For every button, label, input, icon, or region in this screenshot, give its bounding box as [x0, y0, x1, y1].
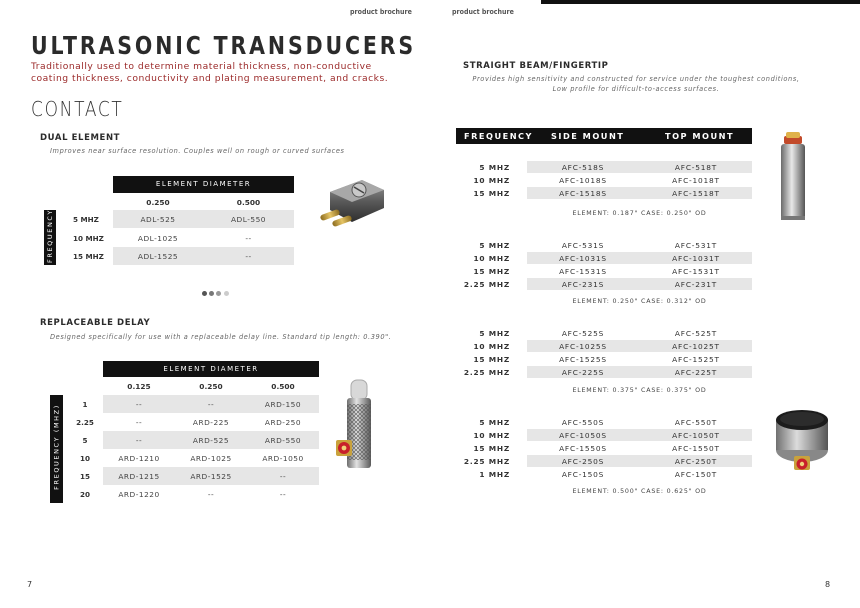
- dual-col-header: 0.500: [236, 198, 261, 207]
- side-mount-cell: AFC-150S: [561, 470, 605, 479]
- side-mount-cell: AFC-1050S: [559, 431, 607, 440]
- side-mount-cell: AFC-531S: [561, 241, 605, 250]
- side-mount-cell: AFC-1550S: [559, 444, 607, 453]
- delay-cell: ARD-525: [192, 436, 230, 445]
- top-mount-cell: AFC-1031T: [672, 254, 720, 263]
- spec-note: ELEMENT: 0.250" CASE: 0.312" OD: [572, 298, 707, 305]
- delay-col-header: 0.500: [271, 382, 295, 391]
- side-mount-cell: AFC-250S: [561, 457, 605, 466]
- replaceable-delay-description: Designed specifically for use with a replaceable delay line. Standard tip length: 0.390".: [50, 333, 392, 341]
- delay-cell: --: [207, 490, 215, 499]
- dual-cell: --: [245, 252, 252, 261]
- freq-label: 15 MHZ: [473, 355, 510, 364]
- col-header-frequency: FREQUENCY: [464, 131, 533, 141]
- delay-cell: ARD-1220: [118, 490, 160, 499]
- top-bar: [541, 0, 860, 4]
- top-mount-cell: AFC-250T: [674, 457, 718, 466]
- delay-cell: --: [279, 490, 287, 499]
- page-number-left: 7: [27, 580, 33, 589]
- freq-label: 1 MHZ: [479, 470, 510, 479]
- freq-label: 15 MHZ: [473, 444, 510, 453]
- top-mount-cell: AFC-1550T: [672, 444, 720, 453]
- straight-beam-description: Provides high sensitivity and constructed for service under the toughest conditions, Low profile for difficult-to-access surfaces.: [472, 75, 800, 93]
- delay-row-freq: 5: [82, 436, 88, 445]
- delay-cell: ARD-1525: [190, 472, 232, 481]
- freq-label: 10 MHZ: [473, 254, 510, 263]
- delay-row-freq: 20: [79, 490, 90, 499]
- spec-note: ELEMENT: 0.500" CASE: 0.625" OD: [572, 488, 707, 495]
- delay-col-header: 0.125: [127, 382, 151, 391]
- top-mount-transducer-image: [772, 406, 832, 476]
- delay-row-freq: 1: [82, 400, 88, 409]
- side-mount-cell: AFC-1018S: [559, 176, 607, 185]
- freq-label: 10 MHZ: [473, 431, 510, 440]
- top-mount-cell: AFC-550T: [674, 418, 718, 427]
- dual-element-title: DUAL ELEMENT: [40, 133, 121, 143]
- side-mount-cell: AFC-1518S: [559, 189, 607, 198]
- side-mount-cell: AFC-1031S: [559, 254, 607, 263]
- top-mount-cell: AFC-1050T: [672, 431, 720, 440]
- freq-label: 10 MHZ: [473, 176, 510, 185]
- delay-cell: --: [207, 400, 215, 409]
- dual-row-freq: 15 MHZ: [73, 252, 104, 261]
- delay-cell: ARD-1050: [262, 454, 304, 463]
- col-header-side-mount: SIDE MOUNT: [551, 131, 625, 141]
- spec-note: ELEMENT: 0.375" CASE: 0.375" OD: [572, 387, 707, 394]
- spec-note: ELEMENT: 0.187" CASE: 0.250" OD: [572, 210, 707, 217]
- delay-cell: ARD-150: [264, 400, 302, 409]
- side-mount-cell: AFC-1525S: [559, 355, 607, 364]
- top-mount-cell: AFC-518T: [674, 163, 718, 172]
- delay-table-header: ELEMENT DIAMETER: [103, 361, 319, 377]
- delay-cell: ARD-1210: [118, 454, 160, 463]
- freq-label: 2.25 MHZ: [463, 368, 510, 377]
- delay-row-freq: 10: [79, 454, 90, 463]
- delay-cell: ARD-225: [192, 418, 230, 427]
- side-mount-cell: AFC-231S: [561, 280, 605, 289]
- top-mount-cell: AFC-531T: [674, 241, 718, 250]
- page-title: ULTRASONIC TRANSDUCERS: [31, 31, 417, 60]
- dual-cell: ADL-550: [230, 215, 266, 224]
- freq-label: 15 MHZ: [473, 267, 510, 276]
- top-mount-cell: AFC-1018T: [672, 176, 720, 185]
- dual-cell: --: [245, 234, 252, 243]
- delay-cell: ARD-1215: [118, 472, 160, 481]
- side-mount-cell: AFC-550S: [561, 418, 605, 427]
- col-header-top-mount: TOP MOUNT: [665, 131, 735, 141]
- freq-label: 2.25 MHZ: [463, 280, 510, 289]
- top-mount-cell: AFC-1525T: [672, 355, 720, 364]
- dual-cell: ADL-525: [140, 215, 176, 224]
- side-mount-cell: AFC-1025S: [559, 342, 607, 351]
- delay-cell: ARD-1025: [190, 454, 232, 463]
- page-number-right: 8: [825, 580, 831, 589]
- delay-frequency-side-label: FREQUENCY (MHZ): [50, 395, 63, 503]
- freq-label: 5 MHZ: [479, 329, 510, 338]
- freq-label: 10 MHZ: [473, 342, 510, 351]
- side-mount-cell: AFC-1531S: [559, 267, 607, 276]
- dual-col-header: 0.250: [146, 198, 170, 207]
- freq-label: 2.25 MHZ: [463, 457, 510, 466]
- delay-cell: ARD-250: [264, 418, 302, 427]
- dual-element-transducer-image: [318, 172, 390, 234]
- dual-element-description: Improves near surface resolution. Couples well on rough or curved surfaces: [50, 147, 345, 155]
- freq-label: 5 MHZ: [479, 241, 510, 250]
- freq-label: 5 MHZ: [479, 418, 510, 427]
- replaceable-delay-title: REPLACEABLE DELAY: [40, 318, 151, 328]
- side-mount-cell: AFC-518S: [561, 163, 605, 172]
- dual-row-freq: 5 MHZ: [73, 215, 99, 224]
- top-mount-cell: AFC-1531T: [672, 267, 720, 276]
- freq-label: 15 MHZ: [473, 189, 510, 198]
- header-label-right: product brochure: [452, 8, 514, 16]
- delay-cell: --: [135, 418, 143, 427]
- top-mount-cell: AFC-1025T: [672, 342, 720, 351]
- straight-beam-title: STRAIGHT BEAM/FINGERTIP: [463, 61, 609, 71]
- delay-row-freq: 15: [79, 472, 90, 481]
- delay-cell: --: [279, 472, 287, 481]
- delay-cell: ARD-550: [264, 436, 302, 445]
- replaceable-delay-transducer-image: [332, 378, 386, 472]
- delay-cell: --: [135, 400, 143, 409]
- top-mount-cell: AFC-225T: [674, 368, 718, 377]
- carousel-dot[interactable]: [202, 291, 207, 296]
- side-mount-cell: AFC-225S: [561, 368, 605, 377]
- fingertip-transducer-image: [774, 132, 812, 222]
- dual-frequency-side-label: FREQUENCY: [46, 209, 54, 263]
- dual-element-table-header: ELEMENT DIAMETER: [113, 176, 294, 193]
- carousel-dot[interactable]: [209, 291, 214, 296]
- top-mount-cell: AFC-150T: [674, 470, 718, 479]
- straight-beam-table-header: [456, 128, 752, 144]
- intro-text: Traditionally used to determine material thickness, non-conductive coating thickness, conductivity and plating measurement, and cracks.: [31, 61, 389, 84]
- dual-cell: ADL-1025: [137, 234, 179, 243]
- dual-cell: ADL-1525: [137, 252, 179, 261]
- side-mount-cell: AFC-525S: [561, 329, 605, 338]
- dual-row-freq: 10 MHZ: [73, 234, 104, 243]
- carousel-dot[interactable]: [216, 291, 221, 296]
- top-mount-cell: AFC-231T: [674, 280, 718, 289]
- top-mount-cell: AFC-1518T: [672, 189, 720, 198]
- delay-row-freq: 2.25: [76, 418, 94, 427]
- header-label-left: product brochure: [350, 8, 412, 16]
- delay-col-header: 0.250: [199, 382, 223, 391]
- carousel-dot[interactable]: [224, 291, 229, 296]
- section-heading: CONTACT: [31, 97, 124, 121]
- delay-cell: --: [135, 436, 143, 445]
- freq-label: 5 MHZ: [479, 163, 510, 172]
- top-mount-cell: AFC-525T: [674, 329, 718, 338]
